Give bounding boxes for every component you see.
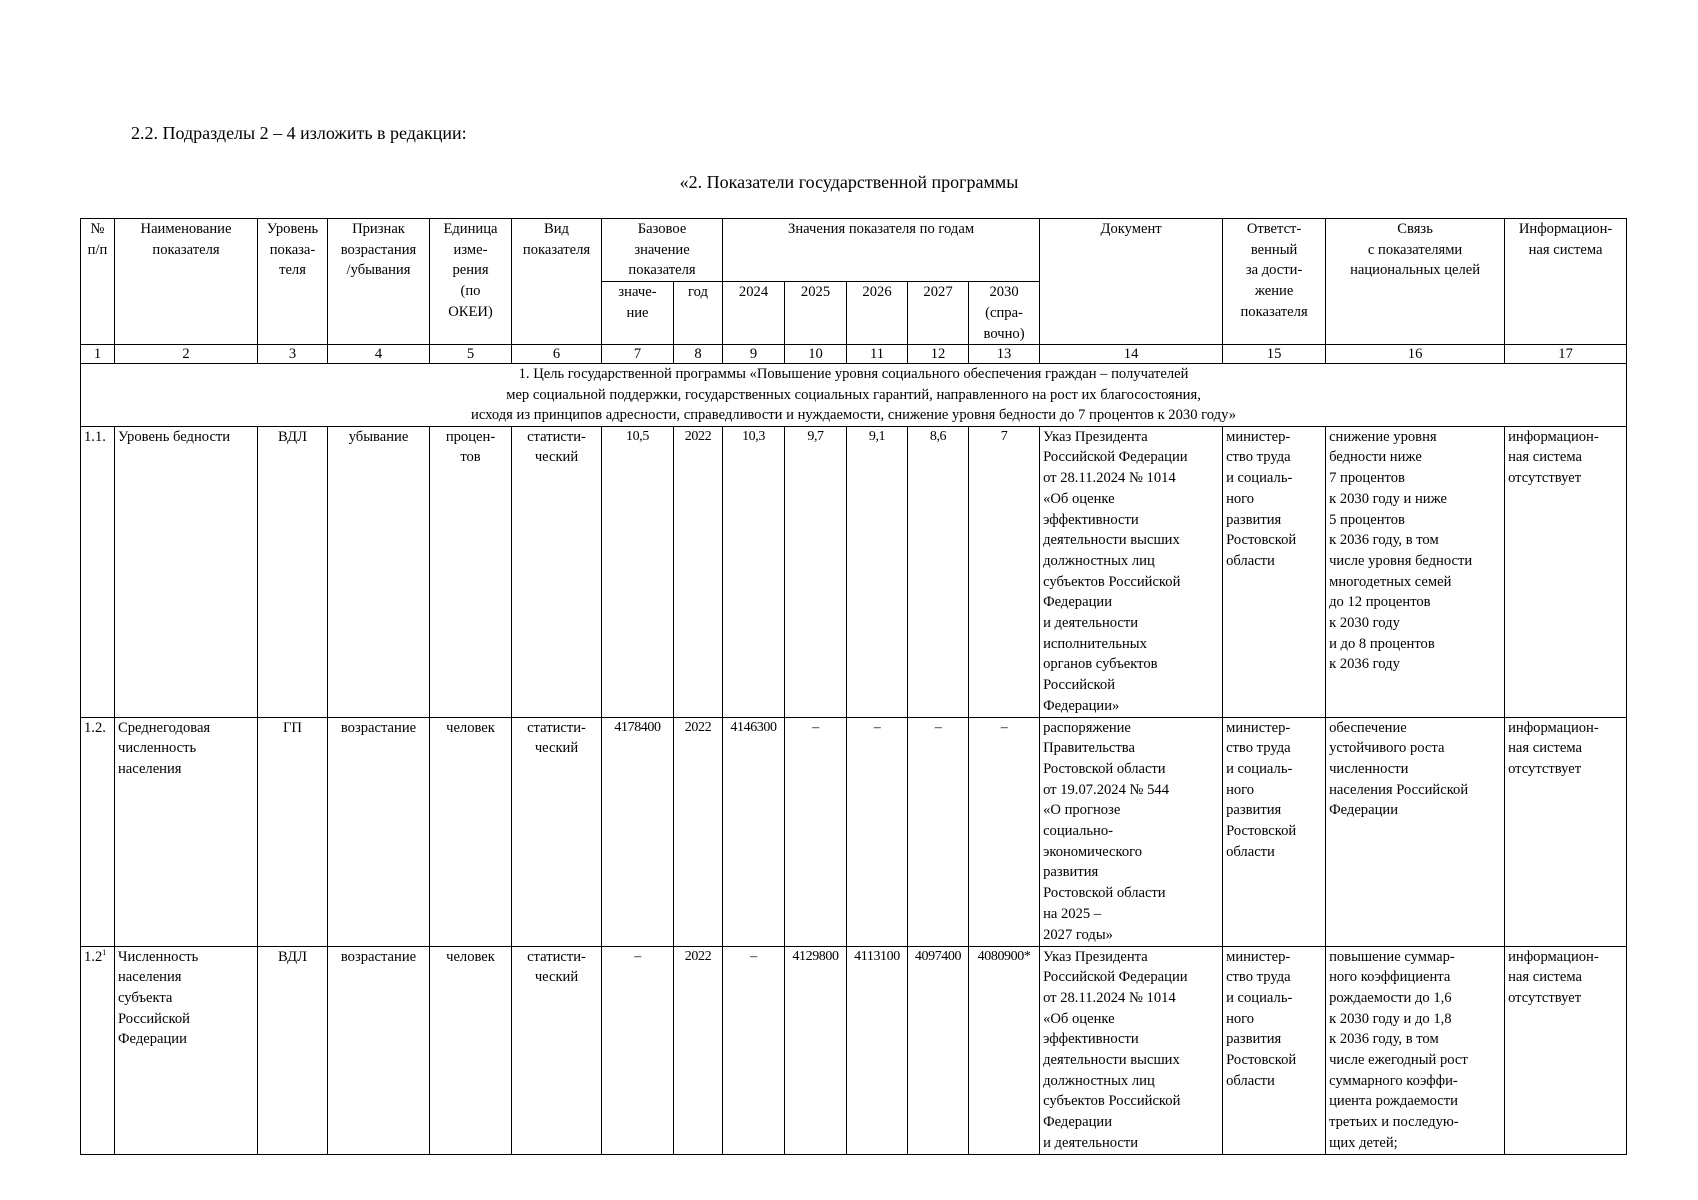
row-trend: возрастание xyxy=(328,717,430,946)
col-number: 2 xyxy=(115,345,258,364)
row-name xyxy=(115,426,258,717)
text-line: Российской xyxy=(118,1010,190,1027)
row-value-2024: – xyxy=(723,946,785,1154)
text-line: области xyxy=(1226,843,1275,860)
col-number: 6 xyxy=(512,345,602,364)
text-line: Федерации xyxy=(118,1031,187,1048)
text-line: 5 процентов xyxy=(1329,511,1405,528)
text-line: рождаемости до 1,6 xyxy=(1329,989,1452,1006)
row-value-2030: 4080900* xyxy=(969,946,1040,1154)
text-line: развития xyxy=(1226,511,1282,528)
text-line: бедности ниже xyxy=(1329,449,1422,466)
hdr-base-year: год xyxy=(674,282,723,345)
text-line: «Об оценке xyxy=(1043,1010,1115,1027)
text-line: к 2036 году, в том xyxy=(1329,1031,1439,1048)
hdr-info xyxy=(1505,219,1627,345)
row-name xyxy=(115,717,258,946)
hdr-year-2027: 2027 xyxy=(908,282,969,345)
hdr-year-2025: 2025 xyxy=(785,282,847,345)
text-line: 2027 годы» xyxy=(1043,926,1113,943)
row-value-2030: – xyxy=(969,717,1040,946)
text-line: жение xyxy=(1254,283,1294,300)
text-line: развития xyxy=(1043,864,1099,881)
text-line: национальных целей xyxy=(1350,262,1481,279)
text-line: Связь xyxy=(1397,221,1433,237)
text-line: ческий xyxy=(534,740,579,757)
text-line: ческий xyxy=(534,449,579,466)
text-line: статисти- xyxy=(527,428,586,445)
text-line: человек xyxy=(446,719,495,736)
text-line: к 2030 году и до 1,8 xyxy=(1329,1010,1452,1027)
text-line: третьих и последую- xyxy=(1329,1114,1459,1131)
table-row xyxy=(81,946,1627,1154)
text-line: Ответст- xyxy=(1246,221,1302,237)
text-line: щих детей; xyxy=(1329,1134,1398,1151)
text-line: информацион- xyxy=(1508,428,1599,445)
row-value-2030: 7 xyxy=(969,426,1040,717)
text-line: министер- xyxy=(1226,428,1291,445)
text-line: с показателями xyxy=(1367,241,1463,258)
row-kind xyxy=(512,426,602,717)
header-row-1 xyxy=(81,219,1627,282)
hdr-kind xyxy=(512,219,602,345)
text-line: циента рождаемости xyxy=(1329,1093,1458,1110)
row-value-2026: 4113100 xyxy=(847,946,908,1154)
text-line: ство труда xyxy=(1226,740,1291,757)
text-line: эффективности xyxy=(1043,511,1139,528)
text-line: органов субъектов xyxy=(1043,656,1158,673)
text-line: /убывания xyxy=(346,262,411,279)
text-line: ческий xyxy=(534,969,579,986)
text-line: ние xyxy=(626,304,649,321)
text-line: отсутствует xyxy=(1508,470,1582,487)
text-line: венный xyxy=(1250,241,1298,258)
row-unit xyxy=(430,946,512,1154)
row-national-goal-link xyxy=(1326,426,1505,717)
row-trend: убывание xyxy=(328,426,430,717)
row-document xyxy=(1040,426,1223,717)
row-base-year: 2022 xyxy=(674,946,723,1154)
col-number: 7 xyxy=(602,345,674,364)
text-line: Наименование xyxy=(140,221,232,237)
row-info-system xyxy=(1505,717,1627,946)
goal-row xyxy=(81,364,1627,427)
text-line: и социаль- xyxy=(1226,989,1293,1006)
text-line: ного xyxy=(1226,1010,1255,1027)
text-line: показателя xyxy=(628,262,696,279)
col-number: 11 xyxy=(847,345,908,364)
text-line: области xyxy=(1226,1072,1275,1089)
text-line: Российской Федерации xyxy=(1043,449,1188,466)
col-number: 13 xyxy=(969,345,1040,364)
text-line: числе уровня бедности xyxy=(1329,552,1473,569)
text-line: тов xyxy=(460,449,481,466)
row-level: ВДЛ xyxy=(258,426,328,717)
text-line: ство труда xyxy=(1226,969,1291,986)
text-line: Ростовской xyxy=(1226,823,1297,840)
text-line: к 2036 году xyxy=(1329,656,1400,673)
text-line: ного xyxy=(1226,781,1255,798)
text-line: к 2030 году xyxy=(1329,615,1400,632)
table-row xyxy=(81,426,1627,717)
col-number: 15 xyxy=(1223,345,1326,364)
row-responsible xyxy=(1223,426,1326,717)
row-trend: возрастание xyxy=(328,946,430,1154)
text-line: должностных лиц xyxy=(1043,552,1155,569)
hdr-trend xyxy=(328,219,430,345)
row-value-2027: 8,6 xyxy=(908,426,969,717)
text-line: изме- xyxy=(453,241,488,258)
text-line: численности xyxy=(1329,760,1409,777)
text-line: «О прогнозе xyxy=(1043,802,1121,819)
text-line: Федерации xyxy=(1043,594,1112,611)
text-line: Численность xyxy=(118,948,199,965)
row-national-goal-link xyxy=(1326,946,1505,1154)
text-line: вочно) xyxy=(983,325,1025,342)
text-line: значе- xyxy=(618,284,657,301)
text-line: ная система xyxy=(1508,740,1582,757)
text-line: и социаль- xyxy=(1226,470,1293,487)
text-line: устойчивого роста xyxy=(1329,740,1445,757)
col-number: 14 xyxy=(1040,345,1223,364)
text-line: 7 процентов xyxy=(1329,470,1405,487)
row-document xyxy=(1040,946,1223,1154)
text-line: Ростовской области xyxy=(1043,885,1166,902)
text-line: Правительства xyxy=(1043,740,1135,757)
text-line: ного xyxy=(1226,490,1255,507)
text-line: к 2036 году, в том xyxy=(1329,532,1439,549)
text-line: от 28.11.2024 № 1014 xyxy=(1043,470,1176,487)
row-unit xyxy=(430,717,512,946)
hdr-base-value xyxy=(602,282,674,345)
text-line: ная система xyxy=(1508,449,1582,466)
row-document xyxy=(1040,717,1223,946)
text-line: человек xyxy=(446,948,495,965)
text-line: ная система xyxy=(1508,969,1582,986)
text-line: снижение уровня xyxy=(1329,428,1437,445)
hdr-year-2024: 2024 xyxy=(723,282,785,345)
row-no: $1.2^1$ xyxy=(81,946,115,1154)
row-responsible xyxy=(1223,717,1326,946)
col-number: 17 xyxy=(1505,345,1627,364)
text-line: Указ Президента xyxy=(1043,948,1148,965)
row-info-system xyxy=(1505,426,1627,717)
text-line: Ростовской xyxy=(1226,532,1297,549)
text-line: должностных лиц xyxy=(1043,1072,1155,1089)
row-kind xyxy=(512,946,602,1154)
hdr-base xyxy=(602,219,723,282)
row-value-2025: – xyxy=(785,717,847,946)
text-line: значение xyxy=(634,241,690,258)
row-base-year: 2022 xyxy=(674,717,723,946)
row-no: 1.1. xyxy=(81,426,115,717)
text-line: обеспечение xyxy=(1329,719,1407,736)
text-line: повышение суммар- xyxy=(1329,948,1455,965)
section-title: «2. Показатели государственной программы xyxy=(679,172,1019,192)
text-line: (спра- xyxy=(985,304,1023,321)
col-number: 16 xyxy=(1326,345,1505,364)
text-line: отсутствует xyxy=(1508,989,1582,1006)
text-line: Информацион- xyxy=(1518,221,1613,237)
col-number: 9 xyxy=(723,345,785,364)
text-line: рения xyxy=(452,262,489,279)
row-value-2025: 9,7 xyxy=(785,426,847,717)
hdr-year-2030 xyxy=(969,282,1040,345)
row-value-2027: – xyxy=(908,717,969,946)
text-line: и деятельности xyxy=(1043,1134,1139,1151)
hdr-by-years: Значения показателя по годам xyxy=(723,219,1040,282)
row-base-value: – xyxy=(602,946,674,1154)
row-value-2024: 4146300 xyxy=(723,717,785,946)
text-line: ного коэффициента xyxy=(1329,969,1451,986)
hdr-year-2026: 2026 xyxy=(847,282,908,345)
row-no-superscript: 1 xyxy=(102,947,107,957)
text-line: социально- xyxy=(1043,823,1113,840)
row-level: ВДЛ xyxy=(258,946,328,1154)
col-number: 10 xyxy=(785,345,847,364)
hdr-level xyxy=(258,219,328,345)
text-line: мер социальной поддержки, государственных социальных гарантий, направленного на рост их благосостояния, xyxy=(506,386,1201,403)
text-line: теля xyxy=(279,262,306,279)
col-number: 1 xyxy=(81,345,115,364)
text-line: на 2025 – xyxy=(1043,905,1102,922)
text-line: Российской xyxy=(1043,677,1115,694)
text-line: информацион- xyxy=(1508,948,1599,965)
text-line: отсутствует xyxy=(1508,760,1582,777)
text-line: численность xyxy=(118,740,197,757)
row-base-year: 2022 xyxy=(674,426,723,717)
text-line: от 28.11.2024 № 1014 xyxy=(1043,989,1176,1006)
text-line: распоряжение xyxy=(1043,719,1131,736)
row-value-2027: 4097400 xyxy=(908,946,969,1154)
row-info-system xyxy=(1505,946,1627,1154)
indicators-table xyxy=(80,218,1627,1155)
text-line: ство труда xyxy=(1226,449,1291,466)
hdr-resp xyxy=(1223,219,1326,345)
text-line: Ростовской области xyxy=(1043,760,1166,777)
text-line: деятельности высших xyxy=(1043,532,1180,549)
row-national-goal-link xyxy=(1326,717,1505,946)
text-line: показателя xyxy=(1240,303,1308,320)
text-line: Вид xyxy=(544,221,569,237)
text-line: и социаль- xyxy=(1226,760,1293,777)
row-kind xyxy=(512,717,602,946)
text-line: эффективности xyxy=(1043,1031,1139,1048)
text-line: и деятельности xyxy=(1043,615,1139,632)
text-line: показателя xyxy=(152,241,220,258)
text-line: Уровень xyxy=(266,221,319,237)
text-line: Указ Президента xyxy=(1043,428,1148,445)
row-base-value: 10,5 xyxy=(602,426,674,717)
text-line: области xyxy=(1226,552,1275,569)
hdr-unit xyxy=(430,219,512,345)
row-responsible xyxy=(1223,946,1326,1154)
text-line: показателя xyxy=(522,241,591,258)
row-value-2026: – xyxy=(847,717,908,946)
row-value-2024: 10,3 xyxy=(723,426,785,717)
text-line: процен- xyxy=(445,428,496,445)
text-line: субъектов Российской xyxy=(1043,573,1181,590)
text-line: 1. Цель государственной программы «Повышение уровня социального обеспечения граждан – получателей xyxy=(518,366,1189,383)
text-line: населения xyxy=(118,760,182,777)
row-value-2026: 9,1 xyxy=(847,426,908,717)
text-line: населения Российской xyxy=(1329,781,1469,798)
row-unit xyxy=(430,426,512,717)
text-line: 2030 xyxy=(989,284,1019,301)
text-line: субъекта xyxy=(118,989,173,1006)
col-number: 4 xyxy=(328,345,430,364)
goal-statement xyxy=(81,364,1627,427)
text-line: за дости- xyxy=(1245,262,1303,279)
text-line: Федерации xyxy=(1043,1114,1112,1131)
text-line: развития xyxy=(1226,802,1282,819)
text-line: Федерации xyxy=(1329,802,1398,819)
text-line: Единица xyxy=(443,221,498,237)
table-row xyxy=(81,717,1627,946)
text-line: деятельности высших xyxy=(1043,1052,1180,1069)
text-line: (по xyxy=(460,283,481,300)
text-line: к 2030 году и ниже xyxy=(1329,490,1447,507)
text-line: исходя из принципов адресности, справедливости и нуждаемости, снижение уровня бедности до 7 процентов к 2030 году» xyxy=(471,407,1237,424)
row-value-2025: 4129800 xyxy=(785,946,847,1154)
text-line: Базовое xyxy=(637,221,687,237)
text-line: показа- xyxy=(269,241,316,258)
text-line: ная система xyxy=(1528,241,1603,258)
text-line: от 19.07.2024 № 544 xyxy=(1043,781,1169,798)
text-line: Среднегодовая xyxy=(118,719,211,736)
col-number: 5 xyxy=(430,345,512,364)
text-line: ОКЕИ) xyxy=(448,303,493,320)
text-line: суммарного коэффи- xyxy=(1329,1072,1458,1089)
text-line: и до 8 процентов xyxy=(1329,635,1435,652)
text-line: Российской Федерации xyxy=(1043,969,1188,986)
text-line: экономического xyxy=(1043,843,1143,860)
text-line: «Об оценке xyxy=(1043,490,1115,507)
text-line: числе ежегодный рост xyxy=(1329,1052,1468,1069)
text-line: министер- xyxy=(1226,719,1291,736)
hdr-link xyxy=(1326,219,1505,345)
hdr-name xyxy=(115,219,258,345)
text-line: статисти- xyxy=(527,719,586,736)
text-line: возрастания xyxy=(340,241,417,258)
text-line: до 12 процентов xyxy=(1329,594,1431,611)
hdr-doc: Документ xyxy=(1040,219,1223,345)
intro-text: 2.2. Подразделы 2 – 4 изложить в редакции: xyxy=(131,123,467,143)
row-no: 1.2. xyxy=(81,717,115,946)
hdr-no xyxy=(81,219,115,345)
text-line: Уровень бедности xyxy=(118,428,231,445)
text-line: Ростовской xyxy=(1226,1052,1297,1069)
col-number: 12 xyxy=(908,345,969,364)
text-line: развития xyxy=(1226,1031,1282,1048)
text-line: населения xyxy=(118,969,182,986)
col-number: 3 xyxy=(258,345,328,364)
text-line: № xyxy=(90,221,105,237)
text-line: п/п xyxy=(87,241,108,258)
text-line: Федерации» xyxy=(1043,697,1120,714)
col-number: 8 xyxy=(674,345,723,364)
column-numbers-row xyxy=(81,345,1627,364)
text-line: информацион- xyxy=(1508,719,1599,736)
row-name xyxy=(115,946,258,1154)
row-level: ГП xyxy=(258,717,328,946)
text-line: министер- xyxy=(1226,948,1291,965)
row-base-value: 4178400 xyxy=(602,717,674,946)
text-line: субъектов Российской xyxy=(1043,1093,1181,1110)
text-line: Признак xyxy=(352,221,405,237)
text-line: исполнительных xyxy=(1043,635,1147,652)
text-line: многодетных семей xyxy=(1329,573,1452,590)
text-line: статисти- xyxy=(527,948,586,965)
